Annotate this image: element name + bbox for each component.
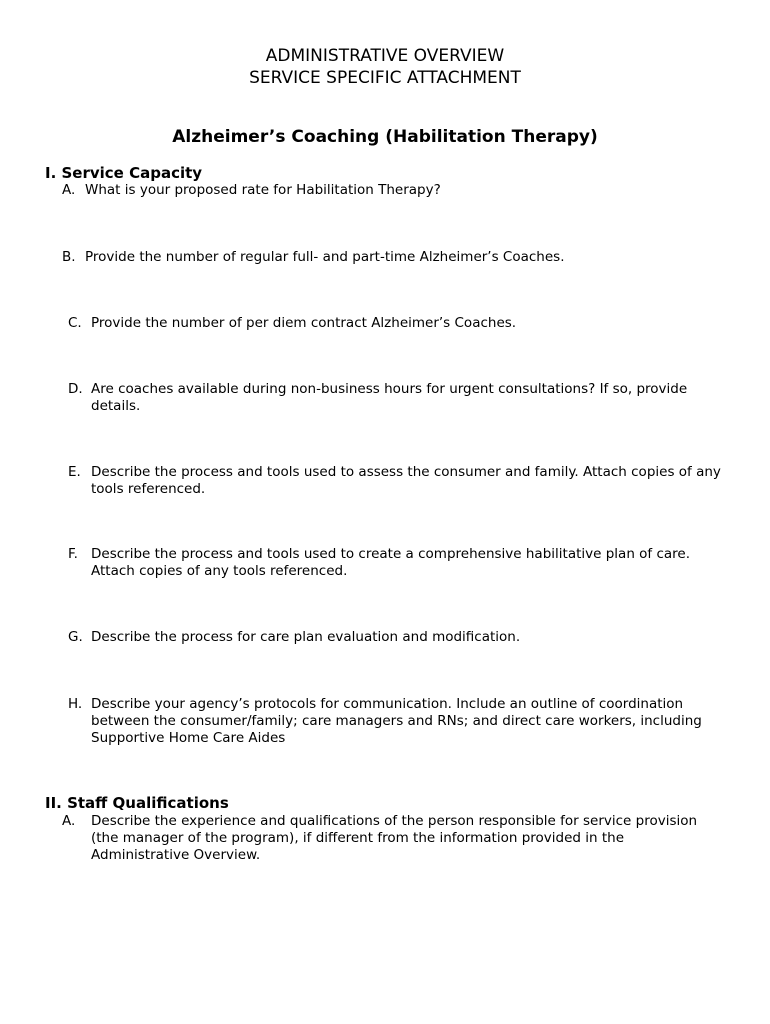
item-text: Describe the experience and qualifications of the person responsible for service provision (the manager of the program), if different from the information provided in the Administrative Overview.: [91, 813, 698, 863]
item-text: Provide the number of per diem contract Alzheimer’s Coaches.: [91, 315, 517, 331]
item-label: E.: [68, 464, 81, 480]
item-label: G.: [68, 629, 83, 645]
item-label: C.: [68, 315, 82, 331]
item-text: What is your proposed rate for Habilitation Therapy?: [85, 182, 441, 198]
item-label: D.: [68, 381, 83, 397]
header-line-2: SERVICE SPECIFIC ATTACHMENT: [249, 68, 521, 88]
item-label: F.: [68, 546, 78, 562]
item-text: Describe your agency’s protocols for communication. Include an outline of coordination between the consumer/family; care managers and RNs; and direct care workers, including Supportive Home Care Aides: [91, 696, 702, 746]
section-heading-service-capacity: I. Service Capacity: [45, 164, 203, 182]
item-label: H.: [68, 696, 83, 712]
document-title: Alzheimer’s Coaching (Habilitation Therapy): [172, 127, 598, 147]
section-heading-staff-qualifications: II. Staff Qualifications: [45, 794, 229, 812]
item-text: Are coaches available during non-business hours for urgent consultations? If so, provide details.: [91, 381, 688, 414]
item-text: Describe the process and tools used to assess the consumer and family. Attach copies of any tools referenced.: [91, 464, 721, 497]
header-line-1: ADMINISTRATIVE OVERVIEW: [265, 46, 505, 66]
item-text: Describe the process for care plan evaluation and modification.: [91, 629, 521, 645]
item-text: Describe the process and tools used to create a comprehensive habilitative plan of care. Attach copies of any tools referenced.: [91, 546, 691, 579]
item-label: A.: [62, 813, 76, 829]
item-text: Provide the number of regular full- and part-time Alzheimer’s Coaches.: [85, 249, 565, 265]
item-label: A.: [62, 182, 76, 198]
item-label: B.: [62, 249, 76, 265]
